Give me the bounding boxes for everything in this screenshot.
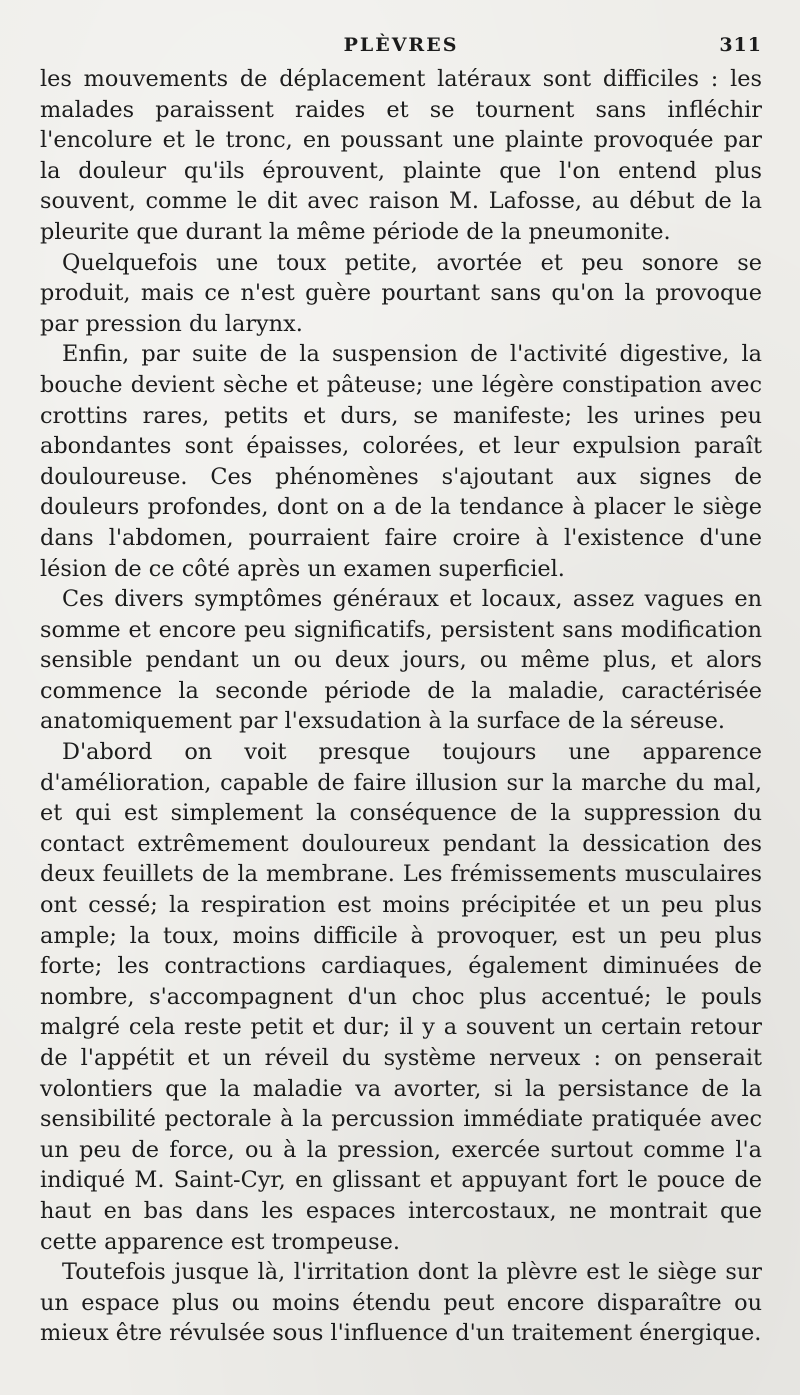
running-title: PLÈVRES <box>343 34 459 56</box>
paragraph: les mouvements de déplacement latéraux sont difficiles : les malades paraissent raides et se tournent sans infléchir l'encolure et le tronc, en poussant une plainte provoquée par la douleur qu'ils éprouvent, plainte que l'on entend plus souvent, comme le dit avec raison M. Lafosse, au début de la pleurite que durant la même période de la pneumonite. <box>40 66 762 245</box>
paragraph: Toutefois jusque là, l'irritation dont la plèvre est le siège sur un espace plus ou moins étendu peut encore disparaître ou mieux être révulsée sous l'influence d'un traitement énergique. <box>40 1259 762 1347</box>
paragraph: D'abord on voit presque toujours une apparence d'amélioration, capable de faire illusion sur la marche du mal, et qui est simplement la conséquence de la suppression du contact extrêmement douloureux pendant la dessication des deux feuillets de la membrane. Les frémissements musculaires ont cessé; la respiration est moins précipitée et un peu plus ample; la toux, moins difficile à provoquer, est un peu plus forte; les contractions cardiaques, également diminuées de nombre, s'accompagnent d'un choc plus accentué; le pouls malgré cela reste petit et dur; il y a souvent un certain retour de l'appétit et un réveil du système nerveux : on penserait volontiers que la maladie va avorter, si la persistance de la sensibilité pectorale à la percussion immédiate pratiquée avec un peu de force, ou à la pression, exercée surtout comme l'a indiqué M. Saint-Cyr, en glissant et appuyant fort le pouce de haut en bas dans les espaces intercostaux, ne montrait que cette apparence est trompeuse. <box>40 739 762 1255</box>
paragraph: Ces divers symptômes généraux et locaux, assez vagues en somme et encore peu significatifs, persistent sans modification sensible pendant un ou deux jours, ou même plus, et alors commence la seconde période de la maladie, caractérisée anatomiquement par l'exsudation à la surface de la séreuse. <box>40 586 762 735</box>
page-header <box>40 30 762 64</box>
paragraph: Enfin, par suite de la suspension de l'activité digestive, la bouche devient sèche et pâteuse; une légère constipation avec crottins rares, petits et durs, se manifeste; les urines peu abondantes sont épaisses, colorées, et leur expulsion paraît douloureuse. Ces phénomènes s'ajoutant aux signes de douleurs profondes, dont on a de la tendance à placer le siège dans l'abdomen, pourraient faire croire à l'existence d'une lésion de ce côté après un examen superficiel. <box>40 341 762 582</box>
page-number: 311 <box>719 34 762 56</box>
paragraph: Quelquefois une toux petite, avortée et peu sonore se produit, mais ce n'est guère pourtant sans qu'on la provoque par pression du larynx. <box>40 249 762 337</box>
body-text <box>40 64 762 1349</box>
